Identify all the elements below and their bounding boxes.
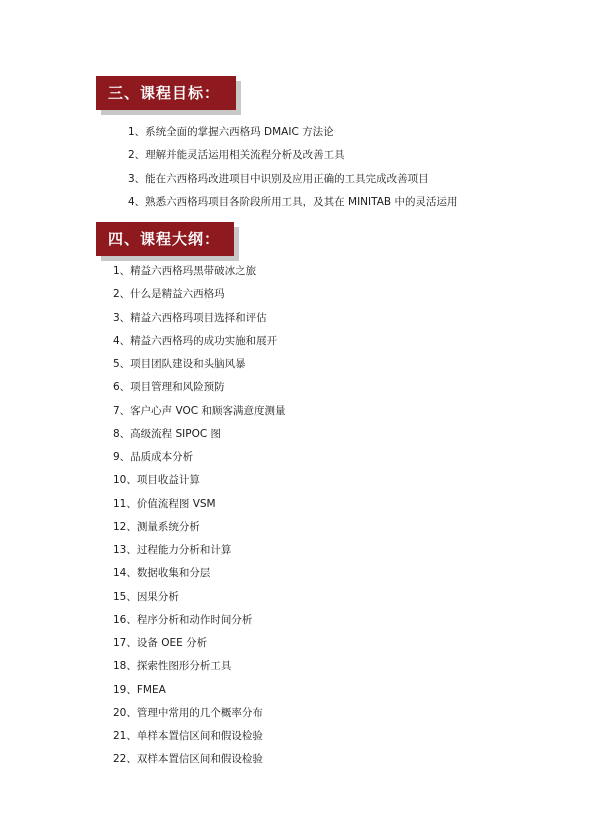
course-goals-heading: 三、课程目标： <box>96 76 236 110</box>
goal-item: 4、熟悉六西格玛项目各阶段所用工具，及其在 MINITAB 中的灵活运用 <box>128 195 458 208</box>
goal-item: 2、理解并能灵活运用相关流程分析及改善工具 <box>128 149 345 162</box>
goal-item: 1、系统全面的掌握六西格玛 DMAIC 方法论 <box>128 126 334 138</box>
outline-item: 2、什么是精益六西格玛 <box>113 288 225 301</box>
outline-item: 20、管理中常用的几个概率分布 <box>113 706 263 719</box>
outline-item: 11、价值流程图 VSM <box>113 497 216 510</box>
outline-item: 10、项目收益计算 <box>113 474 200 487</box>
goal-item: 3、能在六西格玛改进项目中识别及应用正确的工具完成改善项目 <box>128 172 429 185</box>
outline-item: 1、精益六西格玛黑带破冰之旅 <box>113 265 257 277</box>
course-outline-list <box>113 260 285 772</box>
course-goals-list <box>128 121 457 214</box>
outline-item: 22、双样本置信区间和假设检验 <box>113 753 263 766</box>
outline-item: 12、测量系统分析 <box>113 520 200 533</box>
outline-item: 18、探索性图形分析工具 <box>113 660 232 673</box>
outline-item: 15、因果分析 <box>113 590 179 603</box>
outline-item: 9、品质成本分析 <box>113 451 194 463</box>
outline-item: 5、项目团队建设和头脑风暴 <box>113 358 246 370</box>
outline-item: 13、过程能力分析和计算 <box>113 544 232 556</box>
outline-item: 19、FMEA <box>113 683 166 696</box>
outline-item: 17、设备 OEE 分析 <box>113 637 208 649</box>
outline-item: 3、精益六西格玛项目选择和评估 <box>113 311 267 324</box>
outline-item: 6、项目管理和风险预防 <box>113 381 225 394</box>
outline-item: 14、数据收集和分层 <box>113 567 211 580</box>
outline-item: 8、高级流程 SIPOC 图 <box>113 427 222 440</box>
course-outline-heading: 四、课程大纲： <box>96 222 234 256</box>
outline-item: 7、客户心声 VOC 和顾客满意度测量 <box>113 404 286 417</box>
outline-item: 21、单样本置信区间和假设检验 <box>113 730 263 742</box>
outline-item: 16、程序分析和动作时间分析 <box>113 613 253 626</box>
outline-item: 4、精益六西格玛的成功实施和展开 <box>113 334 278 347</box>
